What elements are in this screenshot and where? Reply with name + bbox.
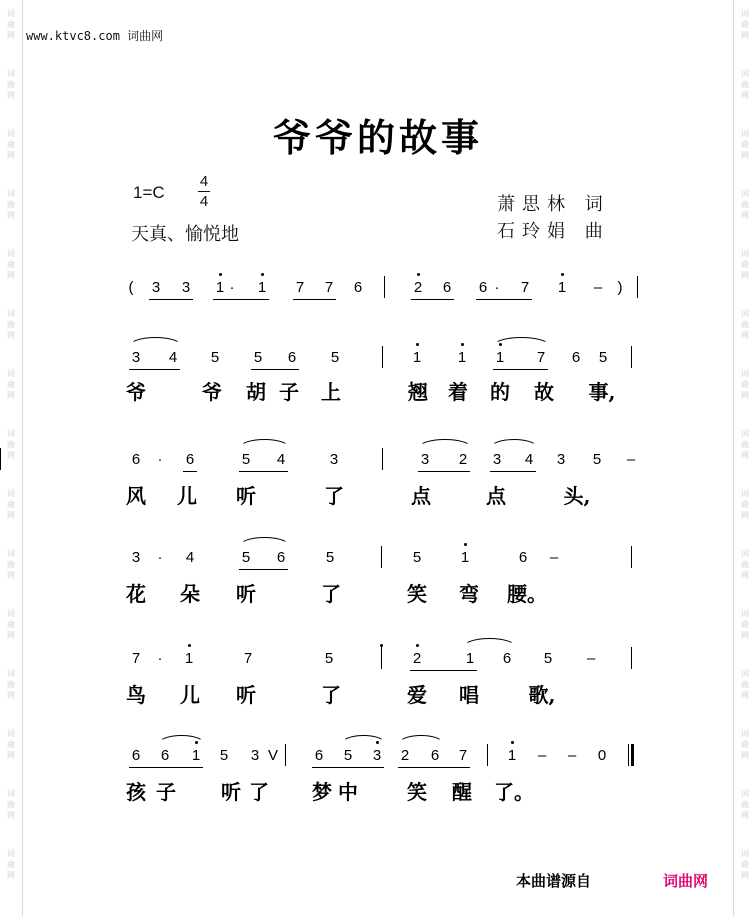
note: 3 [372, 747, 382, 764]
note: 1 [412, 349, 422, 366]
note: 1 [257, 279, 267, 296]
bar-line [631, 546, 632, 568]
lyric-char: 梦 [312, 780, 332, 804]
note: 3 [131, 349, 141, 366]
lyric-char: 子 [279, 380, 299, 404]
note: 7 [458, 747, 468, 764]
watermark-text: 词 曲 网 [741, 69, 749, 100]
watermark-text: 词 曲 网 [741, 789, 749, 820]
note: 6 [160, 747, 170, 764]
high-octave-dot [261, 273, 264, 276]
note: 5 [241, 451, 251, 468]
beam-underline [490, 471, 536, 472]
note: 3 [250, 747, 260, 764]
note: · [157, 650, 163, 667]
bar-line [631, 647, 632, 669]
note: 7 [520, 279, 530, 296]
watermark-text: 词 曲 网 [7, 429, 15, 460]
time-sig-bottom: 4 [199, 193, 209, 210]
lyric-char: 了 [321, 582, 341, 606]
watermark-text: 词 曲 网 [7, 729, 15, 760]
beam-underline [398, 767, 470, 768]
note: 1 [465, 650, 475, 667]
high-octave-dot [417, 273, 420, 276]
watermark-text: 词 曲 网 [741, 189, 749, 220]
footer-source-text: 本曲谱源自 [516, 872, 592, 890]
final-bar-line [628, 744, 629, 766]
note: 3 [556, 451, 566, 468]
note: 3 [131, 549, 141, 566]
lyric-char: 弯 [459, 582, 479, 606]
note: 2 [400, 747, 410, 764]
watermark-text: 词 曲 网 [7, 789, 15, 820]
note: 5 [241, 549, 251, 566]
lyric-char: 笑 [407, 780, 427, 804]
bar-line [637, 276, 638, 298]
note: 6 [478, 279, 488, 296]
lyric-char: 爷 [202, 380, 222, 404]
note: 6 [571, 349, 581, 366]
lyric-char: 的 [490, 380, 510, 404]
note: 5 [543, 650, 553, 667]
note: 4 [524, 451, 534, 468]
note: – [549, 549, 559, 566]
high-octave-dot [188, 644, 191, 647]
bar-line [381, 647, 382, 669]
note: · [229, 279, 235, 296]
note: 6 [502, 650, 512, 667]
note: 3 [492, 451, 502, 468]
watermark-text: 词 曲 网 [741, 369, 749, 400]
note: 6 [430, 747, 440, 764]
high-octave-dot [511, 741, 514, 744]
note: 6 [131, 747, 141, 764]
note: 4 [185, 549, 195, 566]
bar-line [384, 276, 385, 298]
lyric-char: 上 [321, 380, 341, 404]
note: 5 [592, 451, 602, 468]
lyric-char: 花 [126, 582, 146, 606]
note: 5 [324, 650, 334, 667]
note: 1 [191, 747, 201, 764]
lyric-char: 翘 [408, 380, 428, 404]
lyric-char: 子 [156, 780, 176, 804]
lyric-char: 儿 [180, 683, 200, 707]
beam-underline [418, 471, 470, 472]
note: 6 [276, 549, 286, 566]
lyric-char: 听 [236, 484, 256, 508]
bar-line [285, 744, 286, 766]
lyric-char: 风 [126, 484, 146, 508]
lyric-char: 听 [236, 582, 256, 606]
note: 3 [151, 279, 161, 296]
beam-underline [312, 767, 384, 768]
slur-arc [398, 735, 444, 744]
final-bar-line [631, 744, 634, 766]
lyric-char: 故 [534, 380, 554, 404]
lyric-char: 中 [338, 780, 358, 804]
watermark-text: 词 曲 网 [741, 849, 749, 880]
note: 1 [457, 349, 467, 366]
watermark-text: 词 曲 网 [7, 549, 15, 580]
note: 4 [276, 451, 286, 468]
note: 1 [460, 549, 470, 566]
beam-underline [129, 767, 203, 768]
note: 6 [287, 349, 297, 366]
note: 5 [210, 349, 220, 366]
watermark-text: 词 曲 网 [7, 309, 15, 340]
bar-line [631, 346, 632, 368]
high-octave-dot [416, 644, 419, 647]
beam-underline [251, 369, 299, 370]
lyric-char: 胡 [246, 380, 266, 404]
slur-arc [239, 439, 290, 448]
watermark-text: 词 曲 网 [741, 489, 749, 520]
lyric-char: 点 [486, 484, 506, 508]
note: – [593, 279, 603, 296]
site-url: www.ktvc8.com 词曲网 [26, 29, 164, 43]
lyric-char: 爷 [126, 380, 146, 404]
watermark-text: 词 曲 网 [741, 9, 749, 40]
note: – [537, 747, 547, 764]
tempo-mood: 天真、愉悦地 [131, 224, 239, 245]
lyric-char: 朵 [180, 582, 200, 606]
high-octave-dot [561, 273, 564, 276]
lyricist-credit: 萧思林 词 [497, 194, 610, 215]
bar-line [381, 546, 382, 568]
note: 6 [314, 747, 324, 764]
note: · [157, 549, 163, 566]
note: 6 [185, 451, 195, 468]
watermark-text: 词 曲 网 [741, 669, 749, 700]
watermark-text: 词 曲 网 [7, 489, 15, 520]
watermark-text: 词 曲 网 [7, 249, 15, 280]
note: ( [128, 279, 134, 296]
beam-underline [239, 569, 288, 570]
note: V [267, 747, 279, 764]
beam-underline [239, 471, 288, 472]
note: ) [617, 279, 623, 296]
note: 5 [325, 549, 335, 566]
slur-arc [341, 735, 386, 744]
note: 3 [420, 451, 430, 468]
lyric-char: 爱 [407, 683, 427, 707]
note: · [494, 279, 500, 296]
high-octave-dot [461, 343, 464, 346]
bar-line [487, 744, 488, 766]
watermark-text: 词 曲 网 [7, 849, 15, 880]
note: 6 [353, 279, 363, 296]
note: 5 [343, 747, 353, 764]
note: 1 [557, 279, 567, 296]
high-octave-dot [416, 343, 419, 346]
watermark-text: 词 曲 网 [741, 729, 749, 760]
note: 2 [412, 650, 422, 667]
lyric-char: 儿 [177, 484, 197, 508]
lyric-char: 头, [563, 484, 591, 508]
watermark-text: 词 曲 网 [7, 369, 15, 400]
beam-underline [149, 299, 193, 300]
note: 6 [131, 451, 141, 468]
beam-underline [213, 299, 269, 300]
lyric-char: 听 [236, 683, 256, 707]
note: 7 [536, 349, 546, 366]
slur-arc [418, 439, 472, 448]
note: 7 [324, 279, 334, 296]
note: 1 [495, 349, 505, 366]
note: – [626, 451, 636, 468]
lyric-char: 腰。 [507, 582, 547, 606]
note: 5 [598, 349, 608, 366]
high-octave-dot [464, 543, 467, 546]
watermark-text: 词 曲 网 [7, 189, 15, 220]
note: – [567, 747, 577, 764]
beam-underline [129, 369, 180, 370]
note: 1 [184, 650, 194, 667]
lyric-char: 唱 [459, 683, 479, 707]
high-octave-dot [380, 644, 383, 647]
note: 3 [329, 451, 339, 468]
note: · [157, 451, 163, 468]
note: 5 [330, 349, 340, 366]
lyric-char: 歌, [528, 683, 556, 707]
slur-arc [158, 735, 205, 744]
bar-line [382, 448, 383, 470]
bar-line [382, 346, 383, 368]
watermark-text: 词 曲 网 [741, 309, 749, 340]
note: 5 [253, 349, 263, 366]
watermark-text: 词 曲 网 [741, 129, 749, 160]
watermark-text: 词 曲 网 [741, 609, 749, 640]
key-signature: 1=C [133, 183, 165, 202]
song-title: 爷爷的故事 [272, 115, 483, 160]
lyric-char: 鸟 [126, 683, 146, 707]
watermark-text: 词 曲 网 [7, 9, 15, 40]
note: 7 [243, 650, 253, 667]
lyric-char: 孩 [126, 780, 146, 804]
lyric-char: 了 [249, 780, 269, 804]
note: 5 [219, 747, 229, 764]
note: 2 [458, 451, 468, 468]
beam-underline [476, 299, 532, 300]
note: 7 [295, 279, 305, 296]
note: 6 [442, 279, 452, 296]
lyric-char: 点 [411, 484, 431, 508]
note: 4 [168, 349, 178, 366]
lyric-char: 醒 [452, 780, 472, 804]
lyric-char: 听 [221, 780, 241, 804]
watermark-text: 词 曲 网 [741, 429, 749, 460]
lyric-char: 笑 [407, 582, 427, 606]
slur-arc [463, 638, 516, 647]
slur-arc [490, 439, 538, 448]
watermark-text: 词 曲 网 [7, 609, 15, 640]
note: 2 [413, 279, 423, 296]
time-signature [198, 172, 210, 211]
lyric-char: 了 [324, 484, 344, 508]
watermark-text: 词 曲 网 [7, 129, 15, 160]
slur-arc [129, 337, 182, 346]
lyric-char: 着 [448, 380, 468, 404]
beam-underline [183, 471, 197, 472]
beam-underline [411, 299, 454, 300]
high-octave-dot [219, 273, 222, 276]
bar-line [0, 448, 1, 470]
watermark-text: 词 曲 网 [741, 549, 749, 580]
beam-underline [493, 369, 548, 370]
composer-credit: 石玲娟 曲 [497, 221, 610, 242]
watermark-text: 词 曲 网 [7, 69, 15, 100]
note: 3 [181, 279, 191, 296]
note: 6 [518, 549, 528, 566]
lyric-char: 事, [588, 380, 616, 404]
note: – [586, 650, 596, 667]
note: 1 [507, 747, 517, 764]
lyric-char: 了 [321, 683, 341, 707]
watermark-text: 词 曲 网 [741, 249, 749, 280]
note: 1 [215, 279, 225, 296]
slur-arc [239, 537, 290, 546]
lyric-char: 了。 [494, 780, 534, 804]
slur-arc [493, 337, 550, 346]
time-sig-top: 4 [199, 173, 209, 190]
beam-underline [293, 299, 336, 300]
footer-brand-link[interactable]: 词曲网 [663, 872, 709, 890]
note: 5 [412, 549, 422, 566]
watermark-text: 词 曲 网 [7, 669, 15, 700]
note: 0 [597, 747, 607, 764]
note: 7 [131, 650, 141, 667]
beam-underline [410, 670, 477, 671]
